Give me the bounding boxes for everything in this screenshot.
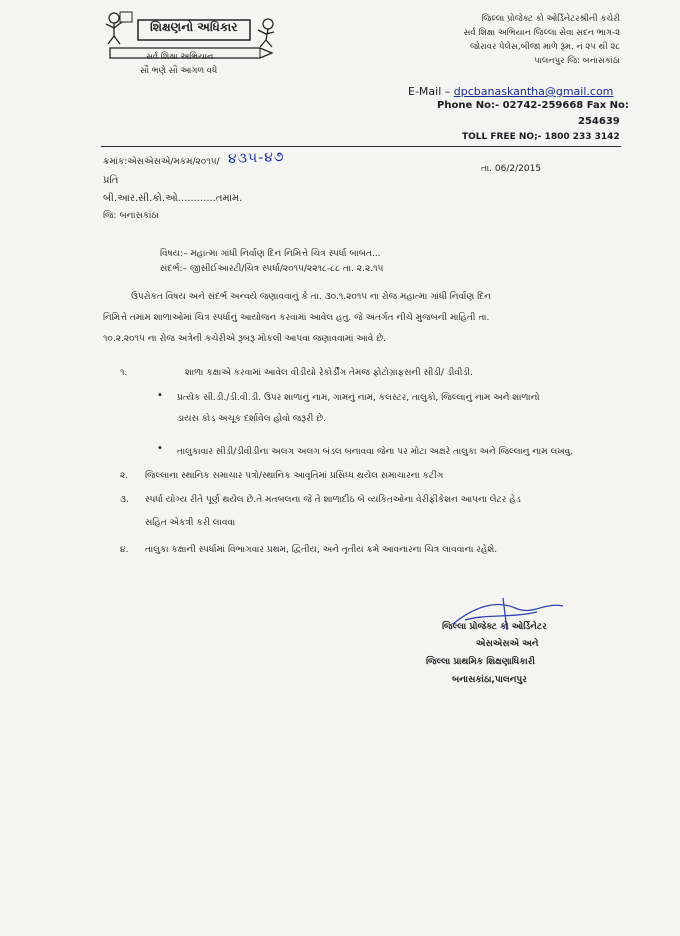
paragraph-line: ઉપરોકત વિષય અને સંદર્ભ અન્વયે જણાવવાનું કે તા. ૩૦.૧.૨૦૧૫ ના રોજ મહાત્મા ગાંધી નિર્વાણ દિન (131, 292, 491, 302)
bullet-text: પ્રત્યેક સી.ડી./ડી.વી.ડી. ઉપર શાળાનું નામ, ગામનું નામ, કલસ્ટર, તાલુકો, જિલ્લાનું નામ અને શાળાનો (177, 393, 540, 403)
bullet-text: તાલુકાવાર સીડી/ડીવીડીના અલગ અલગ બંડલ બનાવવા જેના પર મોટા અક્ષરે તાલુકા અને જિલ્લાનુ નામ લખવુ. (177, 447, 574, 457)
recipient-prati: પ્રતિ (103, 175, 119, 186)
reference-number-label: ક્રમાંક:એસએસએ/મકમ/૨૦૧૫/ (103, 157, 220, 167)
item-text: જિલ્લાના સ્થાનિક સમાચાર પત્રો/સ્થાનિક આવૃતિમાં પ્રસિધ્ધ થયેલ સમાચારના કટીંગ (145, 471, 444, 481)
reference-line: સંદર્ભ:– જીસીઈઆરટી/ચિત્ર સ્પર્ધા/૨૦૧૫/૨૨૧૮-૮૮ તા. ૨.૨.૧૫ (160, 264, 384, 274)
paragraph-line: ૧૦.૨.૨૦૧૫ ના રોજ અત્રેની કચેરીએ રૂબરૂ મોકલી આપવા જણાવવામાં આવે છે. (103, 334, 387, 344)
item-number: ૧. (120, 368, 128, 378)
logo-title: શિક્ષણનો અધિકાર (150, 20, 238, 34)
fax-number: 254639 (578, 116, 620, 127)
header-divider (101, 146, 621, 147)
phone-number: Phone No:- 02742-259668 Fax No: (437, 100, 629, 111)
subject-line: વિષય:– મહાત્મા ગાંધી નિર્વાણ દિન નિમિત્તે ચિત્ર સ્પર્ધા બાબત... (160, 249, 381, 259)
item-number: ૩. (120, 495, 129, 505)
toll-free-number: TOLL FREE NO;- 1800 233 3142 (462, 132, 620, 142)
signature-designation: જિલ્લા પ્રાથમિક શિક્ષણાધિકારી (426, 657, 535, 667)
logo-tagline-2: સૌ ભણે સૌ આગળ વધે (140, 66, 218, 76)
signature-place: બનાસકાંઠા,પાલનપુર (452, 675, 527, 685)
email-line (408, 85, 613, 98)
paragraph-line: નિમિત્તે તમામ શાળાઓમાં ચિત્ર સ્પર્ધાનું આયોજન કરવામાં આવેલ હતુ. જે અંતર્ગત નીચે મુજબની માહિતી તા. (103, 313, 490, 323)
bullet-icon: • (157, 390, 163, 401)
address-line: સર્વ શિક્ષા અભિયાન જિલ્લા સેવા સદન ભાગ-૨ (463, 28, 620, 38)
email-label: E-Mail – (408, 85, 451, 98)
address-line: જિલ્લા પ્રોજેક્ટ કો ઓર્ડિનેટરશ્રીની કચેરી (481, 14, 620, 24)
item-text: સ્પર્ધા યોગ્ય રીતે પૂર્ણ થયેલ છે.તે મતબલના જે તે શાળાદીઠ બે વ્યકિતઓના વેરીફીકેશન આપના લેટર હેડ (145, 495, 521, 505)
item-text: તાલુકા કક્ષાની સ્પર્ધામાં વિભાગવાર પ્રથમ, દ્વિતીય, અને તૃતીય ક્રમે આવનારના ચિત્ર લાવવાના રહેશે. (145, 545, 498, 555)
signature-designation: એસએસએ અને (476, 639, 539, 649)
letter-date: તા. 06/2/2015 (481, 164, 542, 174)
reference-number-handwritten: ૪૩૫-૪૭ (227, 149, 285, 167)
email-link[interactable]: dpcbanaskantha@gmail.com (453, 85, 614, 98)
signature-designation: જિલ્લા પ્રોજેક્ટ કો ઓર્ડિનેટર (442, 622, 547, 632)
address-line: પાલનપુર જિ: બનાસકાંઠા (534, 56, 620, 66)
logo-tagline-1: સર્વ શિક્ષા અભિયાન (146, 52, 214, 62)
item-text: શાળા કક્ષાએ કરવામાં આવેલ વીડીયો રેકોર્ડીંગ તેમજ ફોટોગ્રાફસની સીડી/ ડીવીડી. (185, 368, 473, 378)
bullet-text: ડાયસ કોડ અચૂક દર્શાવેલ હોવો જરૂરી છે. (177, 414, 327, 424)
address-line: જોરાવર પેલેસ,બીજા માળે રૂમ. નં ૨૫ થી ૨૮ (470, 42, 620, 52)
item-number: ૨. (120, 471, 129, 481)
item-text: સહિત એકત્રી કરી લાવવા (145, 518, 236, 528)
bullet-icon: • (157, 443, 163, 454)
item-number: ૪. (120, 545, 129, 555)
recipient-district: જિ: બનાસકાંઠા (103, 211, 159, 221)
recipient-line: બી.આર.સી.કો.ઓ............તમામ. (103, 193, 243, 204)
